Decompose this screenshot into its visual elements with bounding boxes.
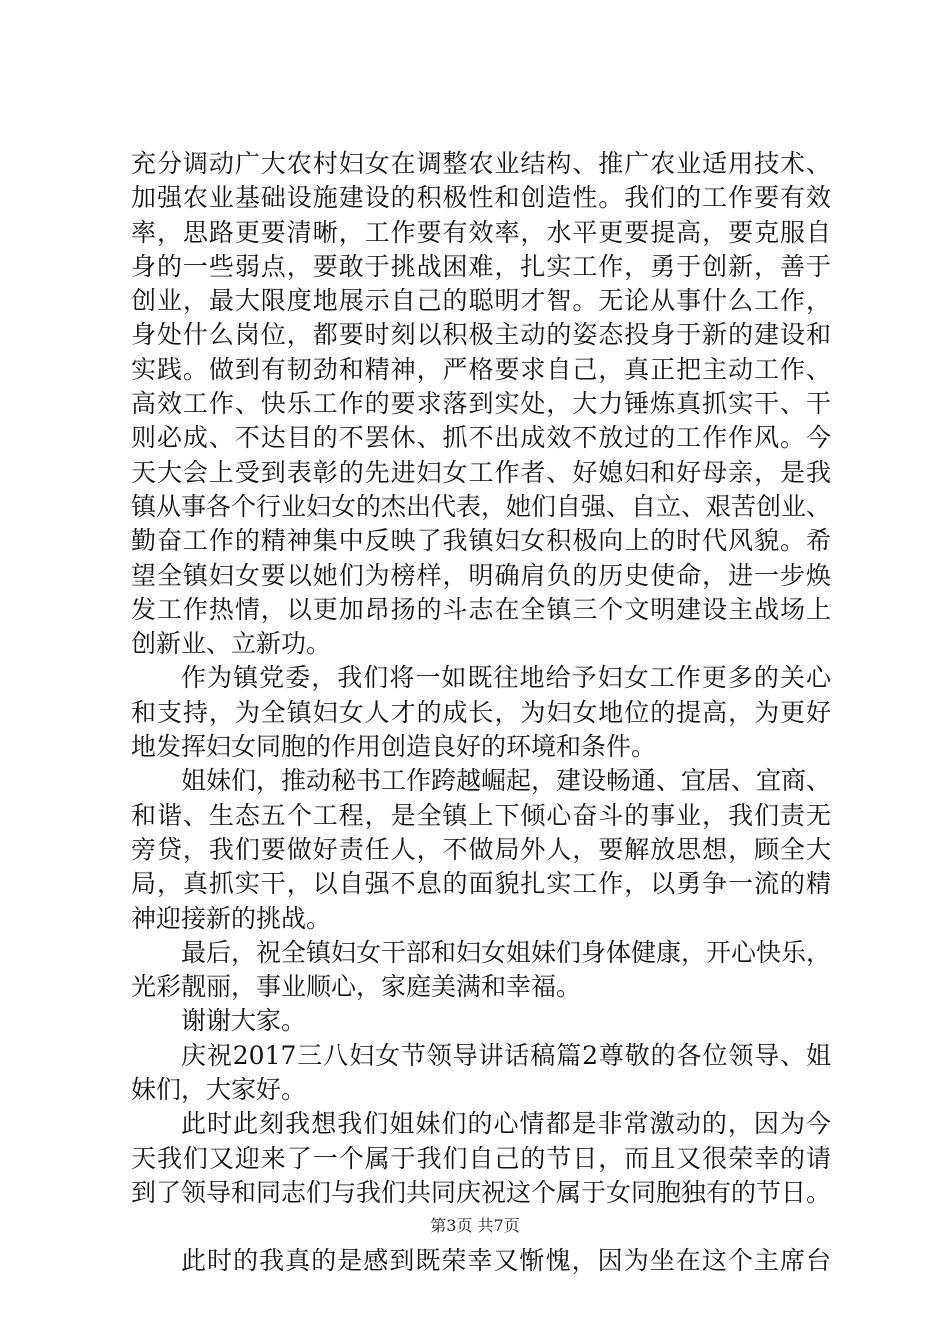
paragraph-7 [131,1107,831,1210]
text-line: 谢谢大家。 [181,1006,307,1036]
text-line: 妹们，大家好。 [131,1075,307,1105]
text-line: 望全镇妇女要以她们为榜样，明确肩负的历史使命，进一步焕 [131,560,831,590]
text-line: 高效工作、快乐工作的要求落到实处，大力锤炼真抓实干、干 [131,389,831,419]
text-line: 勤奋工作的精神集中反映了我镇妇女积极向上的时代风貌。希 [131,526,831,556]
paragraph-6 [131,1039,831,1108]
text-line: 光彩靓丽，事业顺心，家庭美满和幸福。 [131,972,582,1002]
text-line: 最后，祝全镇妇女干部和妇女姐妹们身体健康，开心快乐， [181,937,831,967]
text-line: 则必成、不达目的不罢休、抓不出成效不放过的工作作风。今 [131,423,831,453]
text-line: 到了领导和同志们与我们共同庆祝这个属于女同胞独有的节日。 [131,1177,831,1207]
text-line: 实践。做到有韧劲和精神，严格要求自己，真正把主动工作、 [131,354,831,384]
text-line: 创新业、立新功。 [131,629,332,659]
text-line: 旁贷，我们要做好责任人，不做局外人，要解放思想，顾全大 [131,834,831,864]
text-line: 加强农业基础设施建设的积极性和创造性。我们的工作要有效 [131,183,831,213]
paragraph-3 [131,764,831,935]
text-line: 率，思路更要清晰，工作要有效率，水平更要提高，要克服自 [131,217,831,247]
text-line: 镇从事各个行业妇女的杰出代表，她们自强、自立、艰苦创业、 [131,491,831,521]
text-line: 发工作热情，以更加昂扬的斗志在全镇三个文明建设主战场上 [131,594,831,624]
paragraph-8 [131,1244,831,1278]
text-line: 天我们又迎来了一个属于我们自己的节日，而且又很荣幸的请 [131,1143,831,1173]
text-line: 身处什么岗位，都要时刻以积极主动的姿态投身于新的建设和 [131,320,831,350]
paragraph-1 [131,147,831,661]
paragraph-5 [131,1004,831,1038]
text-line: 作为镇党委，我们将一如既往地给予妇女工作更多的关心 [181,663,831,693]
text-line: 神迎接新的挑战。 [131,903,332,933]
text-line: 此时的我真的是感到既荣幸又惭愧，因为坐在这个主席台 [181,1246,831,1276]
text-line: 天大会上受到表彰的先进妇女工作者、好媳妇和好母亲，是我 [131,457,831,487]
paragraph-2 [131,661,831,764]
text-line: 庆祝2017三八妇女节领导讲话稿篇2尊敬的各位领导、姐 [181,1040,831,1070]
text-line: 地发挥妇女同胞的作用创造良好的环境和条件。 [131,732,657,762]
paragraph-4 [131,936,831,1005]
text-line: 局，真抓实干，以自强不息的面貌扎实工作，以勇争一流的精 [131,869,831,899]
text-line: 充分调动广大农村妇女在调整农业结构、推广农业适用技术、 [131,149,831,178]
text-line: 和谐、生态五个工程，是全镇上下倾心奋斗的事业，我们责无 [131,800,831,830]
text-line: 和支持，为全镇妇女人才的成长，为妇女地位的提高，为更好 [131,697,831,727]
text-line: 此时此刻我想我们姐妹们的心情都是非常激动的，因为今 [181,1109,831,1139]
page-number-footer: 第3页 共7页 [430,1216,520,1235]
text-line: 姐妹们，推动秘书工作跨越崛起，建设畅通、宜居、宜商、 [181,766,831,796]
document-body [131,147,831,1279]
text-line: 身的一些弱点，要敢于挑战困难，扎实工作，勇于创新，善于 [131,251,831,281]
text-line: 创业，最大限度地展示自己的聪明才智。无论从事什么工作， [131,286,831,316]
